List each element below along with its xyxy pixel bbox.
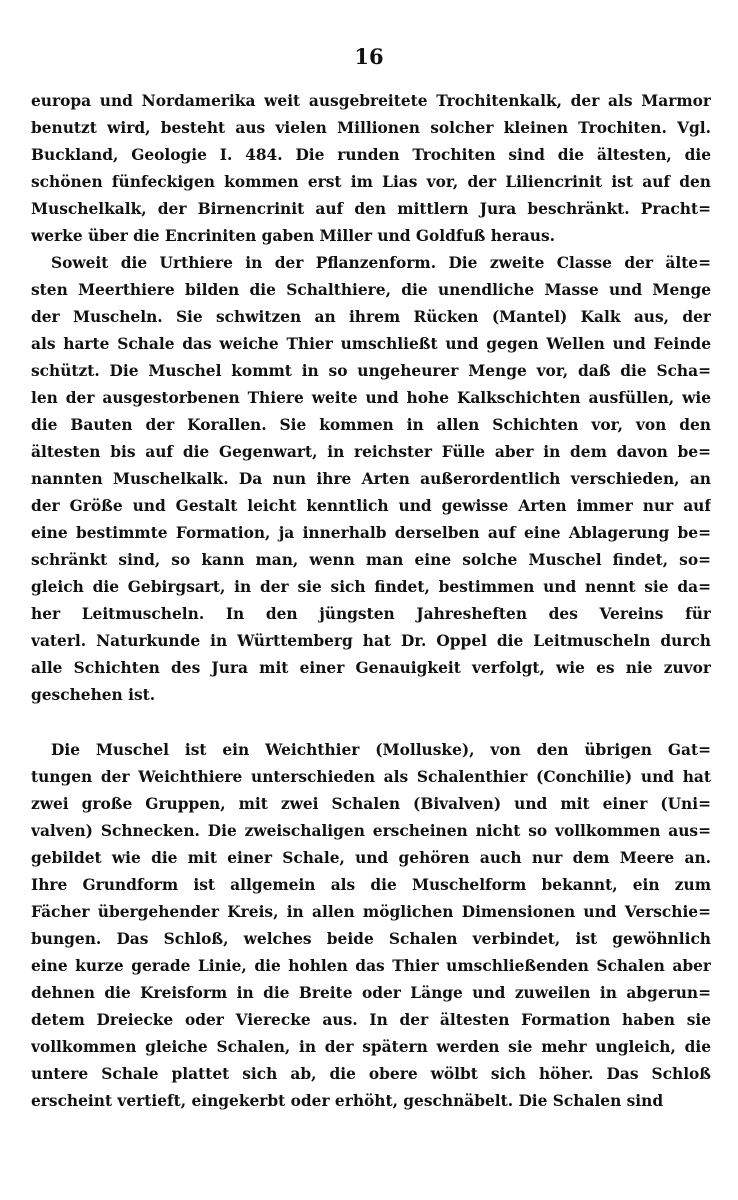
- paragraph-2: [31, 250, 711, 709]
- text-line: Soweit die Urthiere in der Pflanzenform. Die zweite Classe der älte=: [51, 254, 711, 272]
- text-line: europa und Nordamerika weit ausgebreitete Trochitenkalk, der als Marmor: [31, 92, 711, 110]
- text-line: Ihre Grundform ist allgemein als die Muschelform bekannt, ein zum: [31, 876, 711, 894]
- text-line: eine bestimmte Formation, ja innerhalb derselben auf eine Ablagerung be=: [31, 524, 711, 542]
- text-line: tungen der Weichthiere unterschieden als Schalenthier (Conchilie) und hat: [31, 768, 711, 786]
- text-line: gebildet wie die mit einer Schale, und gehören auch nur dem Meere an.: [31, 849, 711, 867]
- text-line: eine kurze gerade Linie, die hohlen das Thier umschließenden Schalen aber: [31, 957, 711, 975]
- text-line: werke über die Encriniten gaben Miller und Goldfuß heraus.: [31, 227, 555, 245]
- text-line: schönen fünfeckigen kommen erst im Lias vor, der Liliencrinit ist auf den: [31, 173, 711, 191]
- paragraph-3: [31, 737, 711, 1115]
- text-line: als harte Schale das weiche Thier umschließt und gegen Wellen und Feinde: [31, 335, 711, 353]
- text-line: her Leitmuscheln. In den jüngsten Jahresheften des Vereins für: [31, 605, 711, 623]
- text-line: sten Meerthiere bilden die Schalthiere, die unendliche Masse und Menge: [31, 281, 711, 299]
- text-line: Die Muschel ist ein Weichthier (Molluske), von den übrigen Gat=: [51, 741, 711, 759]
- text-line: der Muscheln. Sie schwitzen an ihrem Rücken (Mantel) Kalk aus, der: [31, 308, 711, 326]
- text-line: ältesten bis auf die Gegenwart, in reichster Fülle aber in dem davon be=: [31, 443, 711, 461]
- text-line: len der ausgestorbenen Thiere weite und hohe Kalkschichten ausfüllen, wie: [31, 389, 711, 407]
- text-line: Fächer übergehender Kreis, in allen möglichen Dimensionen und Verschie=: [31, 903, 711, 921]
- text-line: nannten Muschelkalk. Da nun ihre Arten außerordentlich verschieden, an: [31, 470, 711, 488]
- text-line: alle Schichten des Jura mit einer Genauigkeit verfolgt, wie es nie zuvor: [31, 659, 711, 677]
- text-line: vollkommen gleiche Schalen, in der spätern werden sie mehr ungleich, die: [31, 1038, 711, 1056]
- text-line: valven) Schnecken. Die zweischaligen erscheinen nicht so vollkommen aus=: [31, 822, 711, 840]
- text-line: detem Dreiecke oder Vierecke aus. In der ältesten Formation haben sie: [31, 1011, 711, 1029]
- text-line: die Bauten der Korallen. Sie kommen in allen Schichten vor, von den: [31, 416, 711, 434]
- text-line: gleich die Gebirgsart, in der sie sich findet, bestimmen und nennt sie da=: [31, 578, 711, 596]
- text-line: zwei große Gruppen, mit zwei Schalen (Bivalven) und mit einer (Uni=: [31, 795, 711, 813]
- text-line: benutzt wird, besteht aus vielen Millionen solcher kleinen Trochiten. Vgl.: [31, 119, 711, 137]
- page-number: 16: [354, 44, 384, 69]
- text-line: bungen. Das Schloß, welches beide Schalen verbindet, ist gewöhnlich: [31, 930, 711, 948]
- text-line: schränkt sind, so kann man, wenn man eine solche Muschel findet, so=: [31, 551, 711, 569]
- text-line: der Größe und Gestalt leicht kenntlich und gewisse Arten immer nur auf: [31, 497, 711, 515]
- text-line: untere Schale plattet sich ab, die obere wölbt sich höher. Das Schloß: [31, 1065, 711, 1083]
- paragraph-1: [31, 88, 711, 250]
- text-line: geschehen ist.: [31, 686, 156, 704]
- text-line: Muschelkalk, der Birnencrinit auf den mittlern Jura beschränkt. Pracht=: [31, 200, 711, 218]
- text-line: vaterl. Naturkunde in Württemberg hat Dr. Oppel die Leitmuscheln durch: [31, 632, 711, 650]
- text-line: Buckland, Geologie I. 484. Die runden Trochiten sind die ältesten, die: [31, 146, 711, 164]
- text-line: erscheint vertieft, eingekerbt oder erhöht, geschnäbelt. Die Schalen sind: [31, 1092, 664, 1110]
- text-line: dehnen die Kreisform in die Breite oder Länge und zuweilen in abgerun=: [31, 984, 711, 1002]
- text-line: schützt. Die Muschel kommt in so ungeheurer Menge vor, daß die Scha=: [31, 362, 711, 380]
